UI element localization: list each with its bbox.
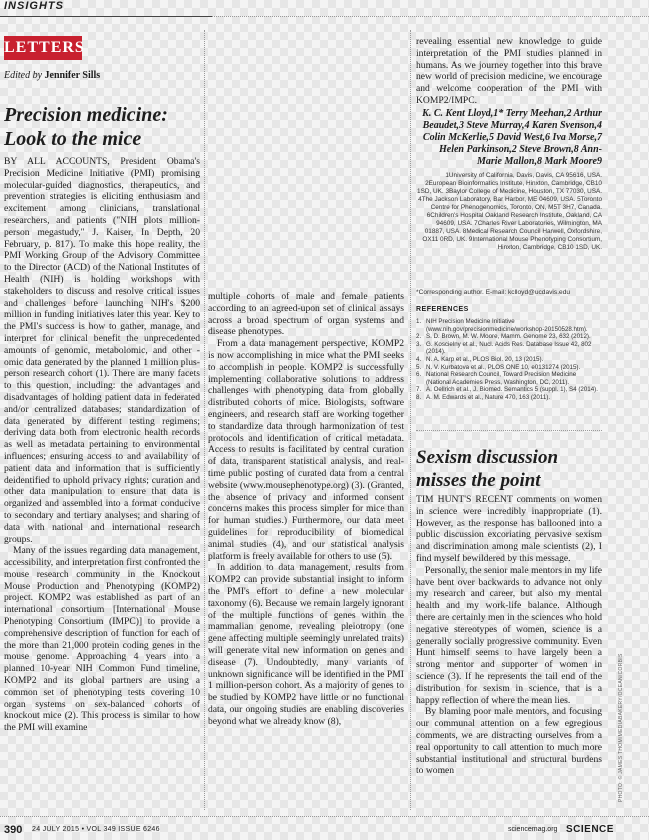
section-label: INSIGHTS xyxy=(4,0,64,12)
paragraph: multiple cohorts of male and female patients according to an agreed-upon set of clinical assays across a broad spectrum of organ systems and disease phenotypes. xyxy=(208,291,404,338)
letter-1-column-3 xyxy=(416,36,602,107)
photo-credit: PHOTO: © JAMES THOM/MEDIABAKERY/OCEAN/CORBIS xyxy=(618,653,624,802)
paragraph: Personally, the senior male mentors in my life have bent over backwards to advance not only my research and career, but also my mental health and my work-life balance. Although there are certainly men in the sciences who hold negative stereotypes of women, science is a generally socially progressive community. Even Hunt himself seems to have largely been a strong mentor and supporter of women in science (3). If he represents the tail end of the distribution for sexism in science, that is a happy reflection of where the mean lies. xyxy=(416,564,602,706)
paragraph: President Obama's Precision Medicine Initiative (PMI) promising molecular-guided diagnostics, therapeutics, and prevention strategies is eliciting enthusiasm and excitement among clinicians, translational researchers, and patients ("NIH plots million-person megastudy," J. Kaiser, In Depth, 20 February, p. 817). To make this hope reality, the PMI Working Group of the Advisory Committee to the Director (ACD) of the National Institutes of Health (NIH) is holding workshops with stakeholders to discuss and resolve critical issues and challenges before launching NIH's $200 million in funding initiatives later this year. Key to the PMI's success is how to gather, manage, and interpret for clinical benefit the unprecedented amounts of genomic, metabolomic, and other -omic data generated by the planned 1 million plus-person research cohort (1). There are many facets to this question, including: the advantages and disadvantages of holding patient data in federated and/or centralized databases; standardization of data generated by different testing regimens; deriving data both from electronic health records as well as metadata pertaining to environmental influences; ensuring access to and availability of patient data and information that is sufficiently deidentified to uphold privacy rights; curation and other data manipulation to ensure that data is organized and assembled into a format conducive to secondary and tertiary analyses; and sharing of data with national and international research groups. xyxy=(4,156,200,545)
author-list: K. C. Kent Lloyd,1* Terry Meehan,2 Arthur Beaudet,3 Steve Murray,4 Karen Svenson,4 Colin McKerlie,5 David West,6 Iva Morse,7 Helen Parkinson,2 Steve Brown,8 Ann-Marie Mallon,8 Mark Moore9 xyxy=(422,108,602,167)
corresponding-author: *Corresponding author. E-mail: kclloyd@ucdavis.edu xyxy=(416,289,571,296)
letter-1-column-1 xyxy=(4,156,200,734)
paragraph: In addition to data management, results from KOMP2 can provide substantial insight to inform the PMI's effort to define a new molecular taxonomy (6). Because we remain largely ignorant of the multiple functions of genes within the mammalian genome, revealing pleiotropy (one gene affecting multiple seemingly unrelated traits) will generate vital new information on genes and disease (7). Undoubtedly, many variants of unknown significance will be identified in the PMI 1 million-person cohort. As a majority of genes to be studied by KOMP2 have little or no functional data, our ongoing studies are enabling discoveries beyond what we already know (8), xyxy=(208,562,404,727)
letter-separator xyxy=(416,430,602,431)
paragraph: comments on women in science were incredibly inappropriate (1). However, as the response has ballooned into a public discussion excoriating pervasive sexism and discrimination among male scientists (2), I find myself bewildered by this message. xyxy=(416,494,602,564)
column-divider xyxy=(204,30,205,810)
reference-item: 3. G. Koscielny et al., Nucl. Acids Res. Database Issue 42, 802 (2014). xyxy=(416,340,592,356)
footer-rule xyxy=(0,816,649,817)
paragraph: Many of the issues regarding data management, accessibility, and interpretation first confronted the mouse research community in the Knockout Mouse Production and Phenotyping (KOMP2) project. KOMP2 was established as part of an international consortium [International Mouse Phenotyping Consortium (IMPC)] to provide a comprehensive description of function for each of the more than 21,000 protein coding genes in the mouse genome. Approaching 4 years into a planned 10-year NIH Common Fund timeline, KOMP2 and its global partners are using a common set of phenotyping tests covering 10 organ systems on sex-balanced cohorts of knockout mice (2). This process is similar to how the PMI will examine xyxy=(4,545,200,734)
reference-item: 8. A. M. Edwards et al., Nature 470, 163 (2011). xyxy=(416,393,551,401)
paragraph: By blaming poor male mentors, and focusing our communal attention on a few egregious comments, we are distracting ourselves from a real opportunity to call attention to much more substantial institutional and structural burdens to women xyxy=(416,706,602,777)
letter-1-title: Precision medicine: Look to the mice xyxy=(4,104,168,150)
header-rule xyxy=(0,16,212,17)
paragraph: revealing essential new knowledge to guide interpretation of the PMI studies planned in humans. As we journey together into this brave new world of precision medicine, we encourage and welcome cooperation of the PMI with KOMP2/IMPC. xyxy=(416,36,602,106)
references-heading: REFERENCES xyxy=(416,306,469,313)
lead-in: BY ALL ACCOUNTS, xyxy=(4,156,110,167)
reference-item: 6. National Research Council, Toward Precision Medicine (National Academies Press, Washington, DC, 2011). xyxy=(416,371,577,386)
editor-credit: Edited by Jennifer Sills xyxy=(4,70,101,81)
reference-list xyxy=(416,318,602,402)
reference-item: 1. NIH Precision Medicine Initiative (www.nih.gov/precisionmedicine/workshop-20150528.htm). xyxy=(416,318,588,333)
page-number: 390 xyxy=(4,824,23,836)
letter-1-column-2 xyxy=(208,291,404,727)
reference-item: 2. S. D. Brown, M. W. Moore, Mamm. Genome 23, 632 (2012). xyxy=(416,333,591,341)
journal-name: SCIENCE xyxy=(566,824,614,835)
reference-item: 7. A. Oellrich et al., J. Biomed. Semantics 5 (suppl. 1), S4 (2014). xyxy=(416,386,598,394)
header-dotted-rule xyxy=(212,16,649,17)
lead-in: TIM HUNT'S RECENT xyxy=(416,494,513,505)
affiliations: 1University of California, Davis, Davis, CA 95616, USA. 2European Bioinformatics Institute, Hinxton, Cambridge, CB10 1SD, UK. 3Baylor College of Medicine, Houston, TX 77030, USA. 4The Jackson Laboratory, Bar Harbor, ME 04609, USA. 5Toronto Centre for Phenogenomics, Toronto, ON, M5T 3H7, Canada. 6Children's Hospital Oakland Research Institute, Oakland, CA 94609, USA. 7Charles River Laboratories, Wilmington, MA 01887, USA. 8Medical Research Council Harwell, Oxfordshire, OX11 0RD, UK. 9International Mouse Phenotyping Consortium, Hinxton, Cambridge, CB10 1SD, UK. xyxy=(417,172,602,251)
letter-2-title: Sexism discussion misses the point xyxy=(416,447,559,491)
letters-badge: LETTERS xyxy=(4,36,82,60)
reference-item: 4. N. A. Karp et al., PLOS Biol. 20, 13 (2015). xyxy=(416,355,544,363)
column-divider xyxy=(410,30,411,810)
issue-info: 24 JULY 2015 • VOL 349 ISSUE 6246 xyxy=(32,826,160,833)
letter-2-body xyxy=(416,494,602,777)
paragraph: From a data management perspective, KOMP2 is now accomplishing in mice what the PMI seeks to accomplish in people. KOMP2 is successfully implementing collaborative solutions to address challenges with phenotyping data from globally distributed cohorts of mice. Biologists, software engineers, and research staff are working together to standardize data through harmonization of test protocols and identification of critical metadata. Access to results is facilitated by central curation of data, transparent statistical analysis, and real-time public posting of curated data from a central website (www.mousephenotype.org) (3). (Granted, the absence of privacy and informed consent concerns makes this process simpler for mice than for human studies.) Furthermore, our data meet guidelines for reproducibility of biomedical animal studies (4), and our statistical analysis platform is freely available for others to use (5). xyxy=(208,338,404,562)
website-link[interactable]: sciencemag.org xyxy=(508,826,558,833)
reference-item: 5. N. V. Kurbatova et al., PLOS ONE 10, e0131274 (2015). xyxy=(416,363,581,371)
